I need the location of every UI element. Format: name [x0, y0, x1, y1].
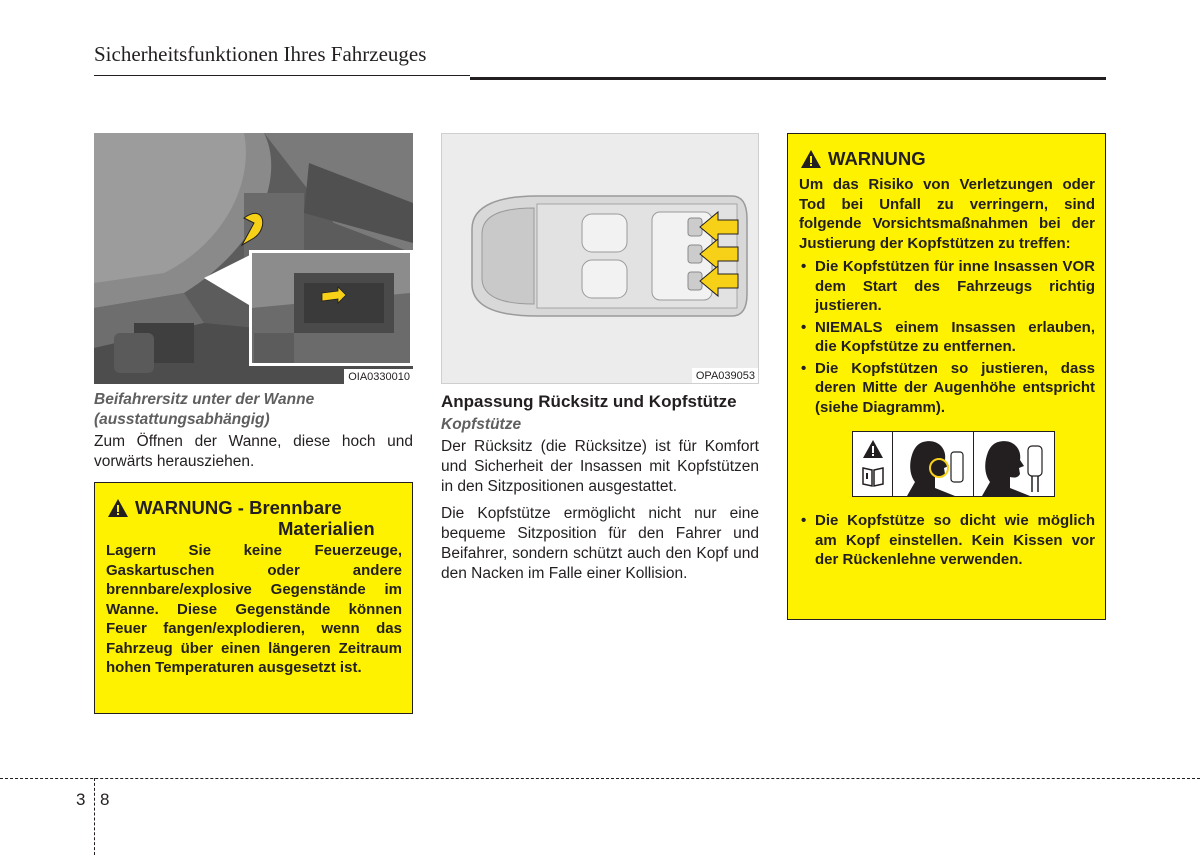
diagram-correct-cell [893, 432, 974, 496]
head-profile-icon [893, 432, 973, 496]
warning-box-flammable [94, 482, 413, 714]
diagram-headrest-cell [974, 432, 1054, 496]
page-number: 8 [100, 790, 110, 809]
warning-title [799, 148, 1095, 169]
chapter-number: 3 [76, 790, 86, 809]
figure-code: OPA039053 [692, 368, 758, 383]
warning-bullets-final [799, 511, 1095, 570]
header-rule-thin [94, 75, 470, 76]
footer-rule [0, 778, 1200, 779]
warning-bullet: • NIEMALS einem Insassen erlauben, die Kopfstütze zu entfernen. [799, 318, 1095, 357]
warning-box-headrest [787, 133, 1106, 620]
warning-bullet: • Die Kopfstütze so dicht wie möglich am Kopf einstellen. Kein Kissen vor der Rückenlehne verwenden. [799, 511, 1095, 570]
car-headrest-diagram [442, 134, 759, 384]
header-rule-thick [470, 77, 1106, 80]
footer-divider [94, 778, 95, 855]
warning-title-text [135, 497, 375, 539]
head-with-headrest-icon [974, 432, 1053, 496]
warning-text: Lagern Sie keine Feuerzeuge, Gaskartuschen oder andere brennbare/explosive Gegenstände im Wanne. Diese Gegenstände können Feuer fangen/explodieren, wenn das Fahrzeug über einen längeren Zeitraum hohen Temperaturen ausgesetzt ist. [106, 542, 402, 676]
column-middle [441, 133, 759, 584]
section-heading: Anpassung Rücksitz und Kopfstütze [441, 392, 737, 411]
photo-seat-tray [94, 133, 413, 384]
warning-triangle-icon [800, 149, 822, 169]
diagram-warning-cell [853, 432, 893, 496]
figure-code: OIA0330010 [344, 369, 413, 384]
warning-label: WARNUNG [828, 148, 926, 169]
page-header-title: Sicherheitsfunktionen Ihres Fahrzeuges [94, 42, 427, 66]
warning-title [106, 497, 402, 539]
warning-and-manual-icon [861, 438, 885, 490]
seat-tray-illustration [94, 133, 413, 384]
body-paragraph-1: Der Rücksitz (die Rücksitze) ist für Komfort und Sicherheit der Insassen mit Kopfstützen in den Sitzpositionen ausgestattet. [441, 438, 759, 495]
car-topview-figure [441, 133, 759, 384]
warning-triangle-icon [107, 498, 129, 518]
warning-bullets [799, 257, 1095, 417]
body-paragraph-2: Die Kopfstütze ermöglicht nicht nur eine bequeme Sitzposition für den Fahrer und Beifahrer, sondern schützt auch den Kopf und den Nacken im Falle einer Kollision. [441, 505, 759, 582]
warning-subject-line2: Materialien [278, 518, 375, 539]
warning-bullet: • Die Kopfstützen für inne Insassen VOR dem Start des Fahrzeugs richtig justieren. [799, 257, 1095, 316]
warning-subject: - Brennbare [237, 497, 342, 518]
warning-bullet: • Die Kopfstützen so justieren, dass deren Mitte der Augenhöhe entspricht (siehe Diagramm). [799, 359, 1095, 418]
body-paragraph: Zum Öffnen der Wanne, diese hoch und vorwärts herausziehen. [94, 433, 413, 470]
sub-heading: Kopfstütze [441, 416, 522, 433]
headrest-position-diagram [852, 431, 1055, 497]
warning-intro: Um das Risiko von Verletzungen oder Tod bei Unfall zu verringern, sind folgende Vorsichtsmaßnahmen bei der Justierung der Kopfstützen zu treffen: [799, 176, 1095, 252]
column-left [94, 133, 413, 472]
figure-caption: Beifahrersitz unter der Wanne (ausstattungsabhängig) [94, 391, 315, 428]
warning-label: WARNUNG [135, 497, 233, 518]
